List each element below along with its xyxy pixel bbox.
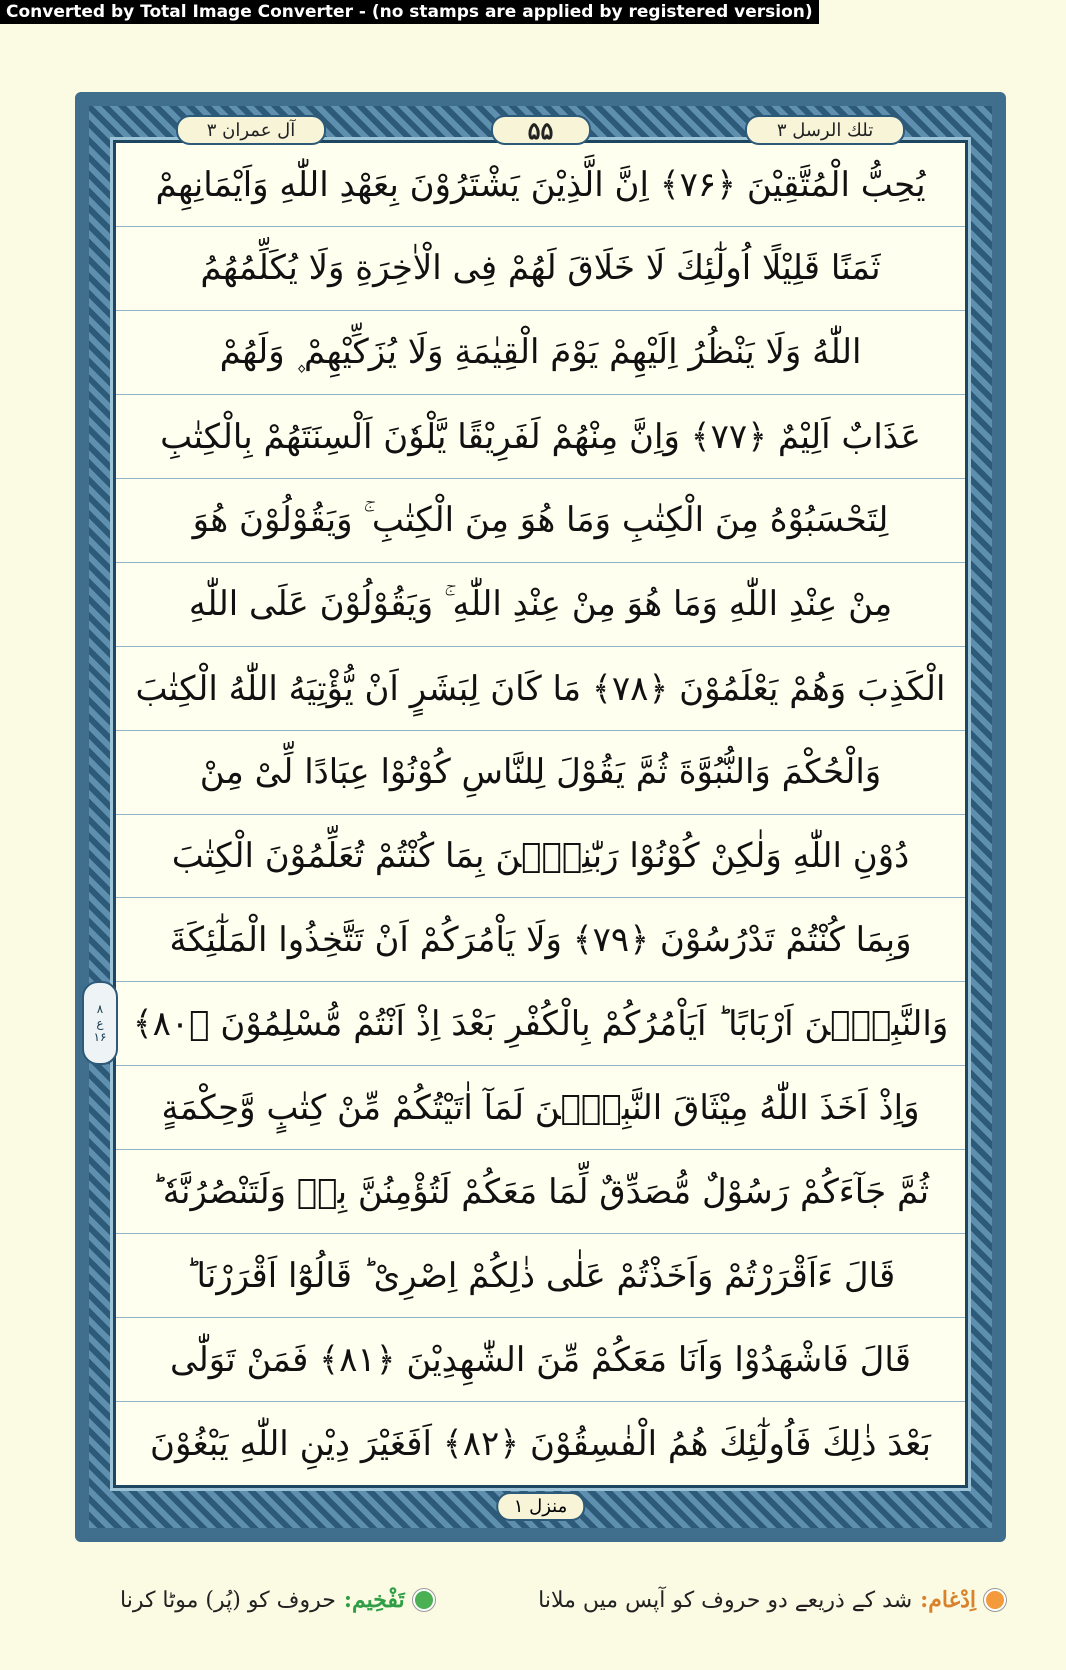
page-number: ۵۵ xyxy=(491,115,591,145)
verse-line: وَاِذْ اَخَذَ اللّٰهُ مِیْثَاقَ النَّبِیّٖنَ لَمَآ اٰتَیْتُكُمْ مِّنْ كِتٰبٍ وَّحِكْمَةٍ xyxy=(116,1066,965,1150)
legend-tafkheem xyxy=(120,1587,435,1613)
verse-line: وَالنَّبِیّٖنَ اَرْبَابًا ؕ اَیَاْمُرُكُمْ بِالْكُفْرِ بَعْدَ اِذْ اَنْتُمْ مُّسْلِمُوْنَ ﴿۸۰﴾ xyxy=(116,982,965,1066)
surah-title: آل عمران ٣ xyxy=(176,115,326,145)
ruku-marker-middle: ع xyxy=(96,1016,104,1030)
verse-line: عَذَابٌ اَلِیْمٌ ﴿۷۷﴾ وَاِنَّ مِنْهُمْ لَفَرِیْقًا یَّلْوٗنَ اَلْسِنَتَهُمْ بِالْكِتٰبِ xyxy=(116,395,965,479)
verse-lines xyxy=(116,143,965,1485)
flower-orange-icon xyxy=(984,1589,1006,1611)
tafkheem-term: تَفْخِیم: xyxy=(343,1587,405,1613)
verse-line: دُوْنِ اللّٰهِ وَلٰكِنْ كُوْنُوْا رَبّٰنِیّٖنَ بِمَا كُنْتُمْ تُعَلِّمُوْنَ الْكِتٰبَ xyxy=(116,815,965,899)
verse-line: الْكَذِبَ وَهُمْ یَعْلَمُوْنَ ﴿۷۸﴾ مَا كَانَ لِبَشَرٍ اَنْ یُّؤْتِیَهُ اللّٰهُ الْكِتٰبَ xyxy=(116,647,965,731)
legend-idgham xyxy=(538,1587,1006,1613)
verse-line: قَالَ ءَاَقْرَرْتُمْ وَاَخَذْتُمْ عَلٰى ذٰلِكُمْ اِصْرِیْ ؕ قَالُوْٓا اَقْرَرْنَا ؕ xyxy=(116,1234,965,1318)
verse-line: بَعْدَ ذٰلِكَ فَاُولٰٓئِكَ هُمُ الْفٰسِقُوْنَ ﴿۸۲﴾ اَفَغَیْرَ دِیْنِ اللّٰهِ یَبْغُوْنَ xyxy=(150,1424,932,1465)
idgham-term: اِدْغام: xyxy=(920,1587,976,1613)
ruku-marker xyxy=(82,981,118,1065)
verse-line: قَالَ فَاشْهَدُوْا وَاَنَا مَعَكُمْ مِّنَ الشّٰهِدِیْنَ ﴿۸۱﴾ فَمَنْ تَوَلّٰى xyxy=(116,1318,965,1402)
verse-line: ثُمَّ جَآءَكُمْ رَسُوْلٌ مُّصَدِّقٌ لِّمَا مَعَكُمْ لَتُؤْمِنُنَّ بِهٖ وَلَتَنْصُرُنَّهٗ ؕ xyxy=(116,1150,965,1234)
verse-line: اللّٰهُ وَلَا یَنْظُرُ اِلَیْهِمْ یَوْمَ الْقِیٰمَةِ وَلَا یُزَكِّیْهِمْ ۪ وَلَهُمْ xyxy=(116,311,965,395)
flower-green-icon xyxy=(413,1589,435,1611)
idgham-description: شد کے ذریعے دو حروف کو آپس میں ملانا xyxy=(538,1587,913,1613)
verse-line: ثَمَنًا قَلِیْلًا اُولٰٓئِكَ لَا خَلَاقَ لَهُمْ فِی الْاٰخِرَةِ وَلَا یُكَلِّمُهُمُ xyxy=(116,227,965,311)
ruku-marker-bottom: ۱۶ xyxy=(93,1030,107,1044)
converter-watermark: Converted by Total Image Converter - (no stamps are applied by registered version) xyxy=(0,0,819,24)
juz-title: تلك الرسل ٣ xyxy=(745,115,905,145)
ruku-marker-top: ۸ xyxy=(96,1002,104,1016)
verse-line: وَالْحُكْمَ وَالنُّبُوَّةَ ثُمَّ یَقُوْلَ لِلنَّاسِ كُوْنُوْا عِبَادًا لِّیْ مِنْ xyxy=(116,731,965,815)
manzil-label: منزل ۱ xyxy=(496,1492,585,1521)
verse-line: لِتَحْسَبُوْهُ مِنَ الْكِتٰبِ وَمَا هُوَ مِنَ الْكِتٰبِ ۚ وَیَقُوْلُوْنَ هُوَ xyxy=(116,479,965,563)
tafkheem-description: حروف کو (پُر) موٹا کرنا xyxy=(120,1587,336,1613)
verse-line: مِنْ عِنْدِ اللّٰهِ وَمَا هُوَ مِنْ عِنْدِ اللّٰهِ ۚ وَیَقُوْلُوْنَ عَلَى اللّٰهِ xyxy=(116,563,965,647)
tajweed-legend xyxy=(120,1580,1006,1620)
verse-line: وَبِمَا كُنْتُمْ تَدْرُسُوْنَ ﴿۷۹﴾ وَلَا یَاْمُرَكُمْ اَنْ تَتَّخِذُوا الْمَلٰٓئِكَةَ xyxy=(116,898,965,982)
text-area xyxy=(93,115,968,1517)
page-frame xyxy=(75,92,1006,1542)
verse-line: یُحِبُّ الْمُتَّقِیْنَ ﴿۷۶﴾ اِنَّ الَّذِیْنَ یَشْتَرُوْنَ بِعَهْدِ اللّٰهِ وَاَیْمَانِهِمْ xyxy=(116,143,965,227)
